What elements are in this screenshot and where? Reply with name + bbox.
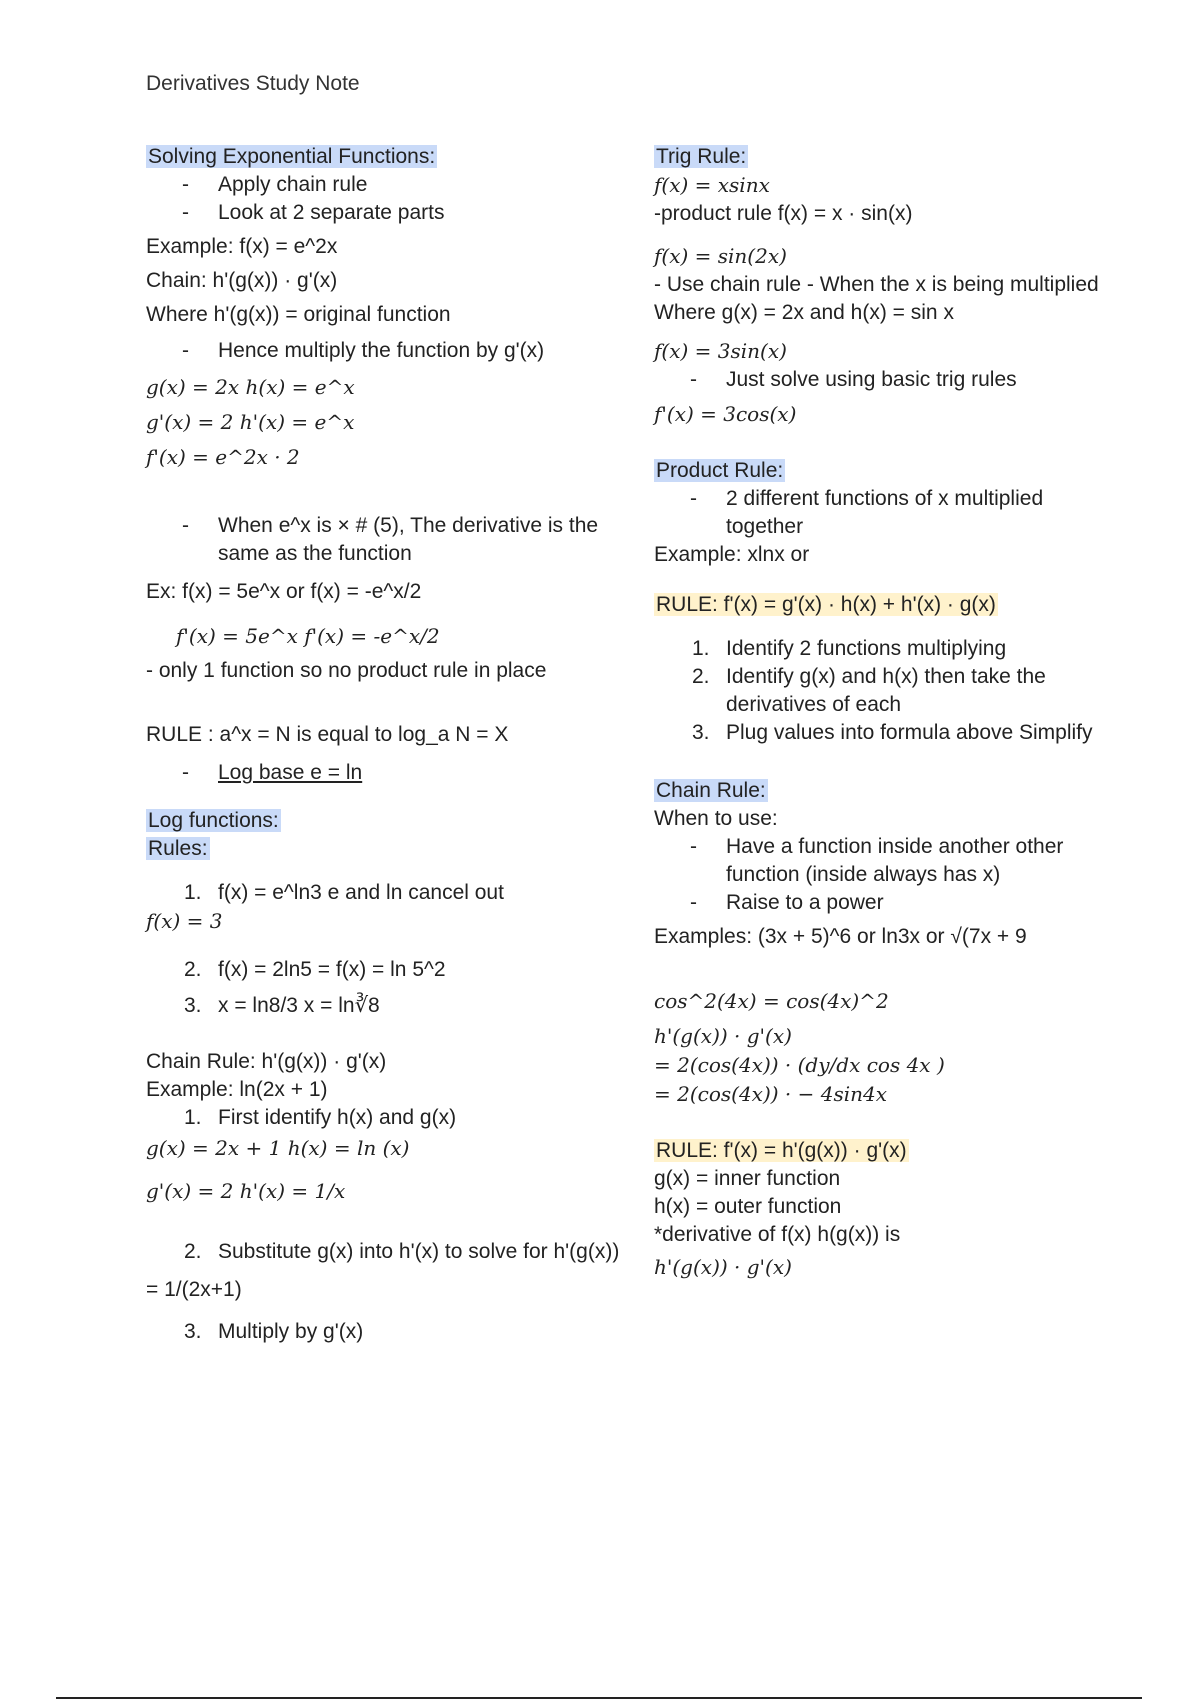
right-line-14	[654, 663, 1104, 719]
left-line-20	[146, 956, 636, 984]
line-text: Hence multiply the function by g'(x)	[218, 339, 545, 362]
line-text: - Use chain rule - When the x is being multiplied	[654, 273, 1099, 296]
left-line-22	[146, 1048, 636, 1076]
right-line-0	[654, 143, 1104, 171]
line-text: Identify g(x) and h(x) then take the derivatives of each	[726, 665, 1046, 716]
line-text: f(x) = e^ln3 e and ln cancel out	[218, 881, 504, 904]
line-text: g(x) = 2x h(x) = e^x	[146, 375, 355, 399]
line-text: Trig Rule:	[656, 145, 747, 168]
line-text: Ex: f(x) = 5e^x or f(x) = -e^x/2	[146, 580, 422, 603]
line-text: 2 different functions of x multiplied together	[726, 487, 1044, 538]
line-text: When to use:	[654, 807, 778, 830]
left-line-4	[146, 267, 636, 295]
line-text: f'(x) = 3cos(x)	[654, 402, 797, 426]
line-text: When e^x is × # (5), The derivative is the same as the function	[218, 514, 599, 565]
right-line-1	[654, 171, 1104, 200]
line-text: Rules:	[148, 837, 208, 860]
line-text: Where h'(g(x)) = original function	[146, 303, 451, 326]
left-line-25	[146, 1134, 636, 1163]
line-text: Plug values into formula above Simplify	[726, 721, 1093, 744]
left-line-12	[146, 622, 636, 651]
left-line-14	[146, 721, 636, 749]
right-line-5	[654, 299, 1104, 327]
line-text: Log base e = ln	[218, 761, 363, 784]
left-line-2	[146, 199, 636, 227]
line-text: Chain Rule: h'(g(x)) · g'(x)	[146, 1050, 387, 1073]
left-line-17	[146, 835, 636, 863]
right-line-25	[654, 1137, 1104, 1165]
line-text: f'(x) = 5e^x f'(x) = -e^x/2	[176, 624, 440, 648]
left-line-21	[146, 992, 636, 1020]
left-line-16	[146, 807, 636, 835]
right-line-23	[654, 1051, 1104, 1080]
line-text: *derivative of f(x) h(g(x)) is	[654, 1223, 901, 1246]
left-line-5	[146, 301, 636, 329]
right-line-26	[654, 1165, 1104, 1193]
line-text: Raise to a power	[726, 891, 884, 914]
line-text: g'(x) = 2 h'(x) = e^x	[146, 410, 355, 434]
right-line-2	[654, 200, 1104, 228]
right-line-4	[654, 271, 1104, 299]
left-line-15	[146, 759, 636, 787]
line-text: g'(x) = 2 h'(x) = 1/x	[146, 1179, 346, 1203]
line-text: Example: xlnx or	[654, 543, 810, 566]
line-text: First identify h(x) and g(x)	[218, 1106, 457, 1129]
line-text: RULE: f'(x) = h'(g(x)) · g'(x)	[656, 1139, 907, 1162]
line-text: RULE : a^x = N is equal to log_a N = X	[146, 723, 509, 746]
line-text: f'(x) = e^2x · 2	[146, 445, 300, 469]
line-text: h'(g(x)) · g'(x)	[654, 1255, 792, 1279]
line-text: f(x) = 2ln5 = f(x) = ln 5^2	[218, 958, 446, 981]
list-number: 1.	[184, 881, 202, 904]
list-number: 2.	[692, 665, 710, 688]
left-line-3	[146, 233, 636, 261]
line-text: g(x) = inner function	[654, 1167, 841, 1190]
right-line-28	[654, 1221, 1104, 1249]
line-text: Where g(x) = 2x and h(x) = sin x	[654, 301, 954, 324]
left-line-24	[146, 1104, 636, 1132]
left-line-18	[146, 879, 636, 907]
right-line-15	[654, 719, 1104, 747]
right-line-6	[654, 337, 1104, 366]
right-line-16	[654, 777, 1104, 805]
right-line-18	[654, 833, 1104, 889]
left-column	[146, 143, 636, 1346]
right-column	[654, 143, 1104, 1282]
list-number: 1.	[692, 637, 710, 660]
right-line-29	[654, 1253, 1104, 1282]
left-line-23	[146, 1076, 636, 1104]
right-line-10	[654, 485, 1104, 541]
list-number: 3.	[184, 1320, 202, 1343]
left-line-9	[146, 443, 636, 472]
line-text: RULE: f'(x) = g'(x) · h(x) + h'(x) · g(x)	[656, 593, 996, 616]
line-text: h'(g(x)) · g'(x)	[654, 1024, 792, 1048]
right-line-24	[654, 1080, 1104, 1109]
right-line-9	[654, 457, 1104, 485]
left-line-10	[146, 512, 636, 568]
line-text: Product Rule:	[656, 459, 784, 482]
line-text: f(x) = xsinx	[654, 173, 770, 197]
right-line-21	[654, 987, 1104, 1016]
list-number: 3.	[692, 721, 710, 744]
line-text: x = ln8/3 x = ln∛8	[218, 994, 380, 1017]
line-text: Example: ln(2x + 1)	[146, 1078, 328, 1101]
line-text: -product rule f(x) = x · sin(x)	[654, 202, 913, 225]
line-text: - only 1 function so no product rule in place	[146, 659, 547, 682]
line-text: Log functions:	[148, 809, 279, 832]
left-line-6	[146, 337, 636, 365]
right-line-3	[654, 242, 1104, 271]
left-line-19	[146, 907, 636, 936]
line-text: f(x) = 3sin(x)	[654, 339, 787, 363]
line-text: f(x) = sin(2x)	[654, 244, 787, 268]
footer-rule	[56, 1697, 1142, 1699]
line-text: Examples: (3x + 5)^6 or ln3x or √(7x + 9	[654, 925, 1027, 948]
left-line-29	[146, 1318, 636, 1346]
list-number: 2.	[184, 1240, 202, 1263]
right-line-17	[654, 805, 1104, 833]
right-line-12	[654, 591, 1104, 619]
left-line-27	[146, 1238, 636, 1266]
line-text: Look at 2 separate parts	[218, 201, 445, 224]
left-line-1	[146, 171, 636, 199]
left-line-0	[146, 143, 636, 171]
left-line-28	[146, 1276, 636, 1304]
line-text: Just solve using basic trig rules	[726, 368, 1017, 391]
right-line-11	[654, 541, 1104, 569]
right-line-19	[654, 889, 1104, 917]
left-line-11	[146, 578, 636, 606]
line-text: Multiply by g'(x)	[218, 1320, 364, 1343]
line-text: Substitute g(x) into h'(x) to solve for h'(g(x))	[218, 1240, 620, 1263]
right-line-7	[654, 366, 1104, 394]
line-text: Example: f(x) = e^2x	[146, 235, 338, 258]
line-text: Apply chain rule	[218, 173, 368, 196]
line-text: Have a function inside another other function (inside always has x)	[726, 835, 1064, 886]
line-text: Identify 2 functions multiplying	[726, 637, 1007, 660]
line-text: Chain Rule:	[656, 779, 766, 802]
line-text: h(x) = outer function	[654, 1195, 842, 1218]
left-line-13	[146, 657, 636, 685]
left-line-7	[146, 373, 636, 402]
line-text: = 2(cos(4x)) · − 4sin4x	[654, 1082, 888, 1106]
line-text: f(x) = 3	[146, 909, 223, 933]
right-line-22	[654, 1022, 1104, 1051]
line-text: Solving Exponential Functions:	[148, 145, 436, 168]
list-number: 3.	[184, 994, 202, 1017]
line-text: g(x) = 2x + 1 h(x) = ln (x)	[146, 1136, 410, 1160]
right-line-20	[654, 923, 1104, 951]
line-text: Chain: h'(g(x)) · g'(x)	[146, 269, 338, 292]
left-line-8	[146, 408, 636, 437]
line-text: = 2(cos(4x)) · (dy/dx cos 4x )	[654, 1053, 945, 1077]
line-text: cos^2(4x) = cos(4x)^2	[654, 989, 889, 1013]
page-title: Derivatives Study Note	[146, 72, 360, 95]
right-line-8	[654, 400, 1104, 429]
right-line-13	[654, 635, 1104, 663]
left-line-26	[146, 1177, 636, 1206]
list-number: 1.	[184, 1106, 202, 1129]
line-text: = 1/(2x+1)	[146, 1278, 242, 1301]
right-line-27	[654, 1193, 1104, 1221]
list-number: 2.	[184, 958, 202, 981]
